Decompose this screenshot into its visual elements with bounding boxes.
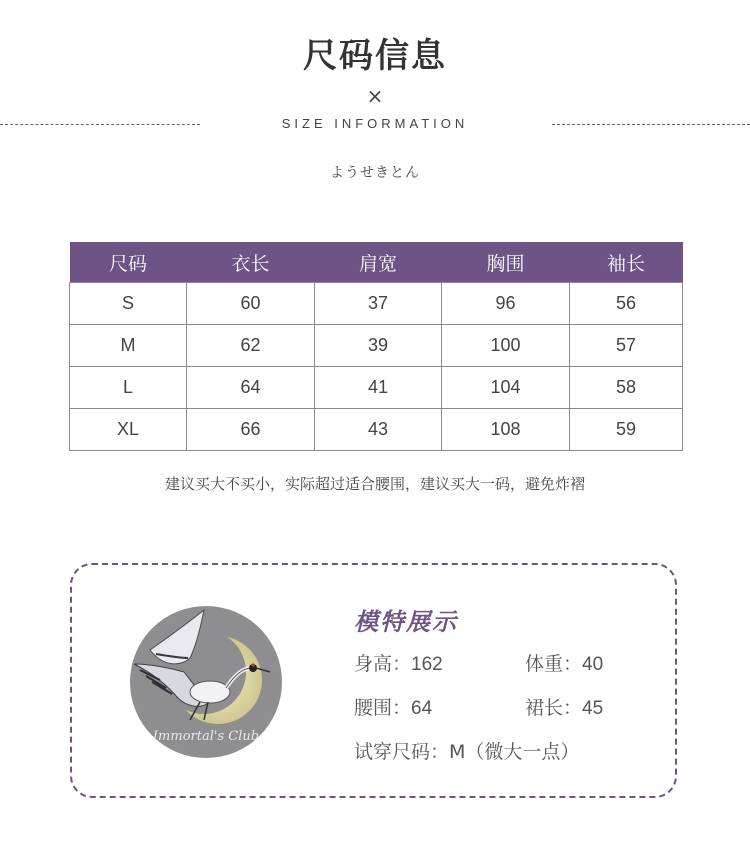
cell-shoulder: 43 — [315, 409, 442, 451]
cell-length: 66 — [187, 409, 315, 451]
cell-size: M — [70, 325, 187, 367]
header-chest: 胸围 — [442, 242, 570, 283]
cell-sleeve: 57 — [570, 325, 683, 367]
cell-shoulder: 37 — [315, 283, 442, 325]
skirt-label: 裙长： — [525, 697, 583, 719]
table-row — [70, 367, 683, 409]
cross-icon: × — [366, 84, 384, 108]
cell-length: 60 — [187, 283, 315, 325]
weight-label: 体重： — [525, 653, 583, 675]
cell-chest: 104 — [442, 367, 570, 409]
height-value: 162 — [411, 654, 443, 675]
size-table — [69, 242, 683, 451]
table-row — [70, 409, 683, 451]
subtitle-en: SIZE INFORMATION — [281, 116, 469, 131]
table-row — [70, 283, 683, 325]
cell-sleeve: 58 — [570, 367, 683, 409]
cell-size: L — [70, 367, 187, 409]
header-length: 衣长 — [187, 242, 315, 283]
weight-stat — [525, 649, 603, 676]
table-row — [70, 325, 683, 367]
cell-shoulder: 39 — [315, 325, 442, 367]
tried-size-value: M（微大一点） — [449, 741, 580, 763]
waist-value: 64 — [411, 698, 433, 719]
header-sleeve: 袖长 — [570, 242, 683, 283]
cell-chest: 108 — [442, 409, 570, 451]
header-size: 尺码 — [70, 242, 187, 283]
waist-label: 腰围： — [354, 697, 412, 719]
header-shoulder: 肩宽 — [315, 242, 442, 283]
weight-value: 40 — [582, 654, 604, 675]
cell-size: S — [70, 283, 187, 325]
crane-logo-avatar — [130, 606, 282, 758]
cell-sleeve: 56 — [570, 283, 683, 325]
page-title: 尺码信息 — [303, 36, 447, 76]
cell-chest: 100 — [442, 325, 570, 367]
tried-size-stat — [354, 737, 579, 764]
table-header-row — [70, 242, 683, 283]
height-label: 身高： — [354, 653, 412, 675]
cell-sleeve: 59 — [570, 409, 683, 451]
cell-size: XL — [70, 409, 187, 451]
skirt-stat — [525, 693, 603, 720]
waist-stat — [354, 693, 432, 720]
cell-shoulder: 41 — [315, 367, 442, 409]
height-stat — [354, 649, 443, 676]
avatar-signature: Immortal's Club — [152, 729, 260, 744]
divider-right — [552, 124, 750, 125]
tried-size-label: 试穿尺码： — [354, 741, 450, 763]
subtitle-jp: ようせきとん — [330, 165, 420, 181]
model-title: 模特展示 — [354, 608, 458, 636]
sizing-note: 建议买大不买小，实际超过适合腰围，建议买大一码，避免炸褶 — [164, 475, 585, 493]
skirt-value: 45 — [582, 698, 604, 719]
cell-length: 62 — [187, 325, 315, 367]
cell-chest: 96 — [442, 283, 570, 325]
cell-length: 64 — [187, 367, 315, 409]
